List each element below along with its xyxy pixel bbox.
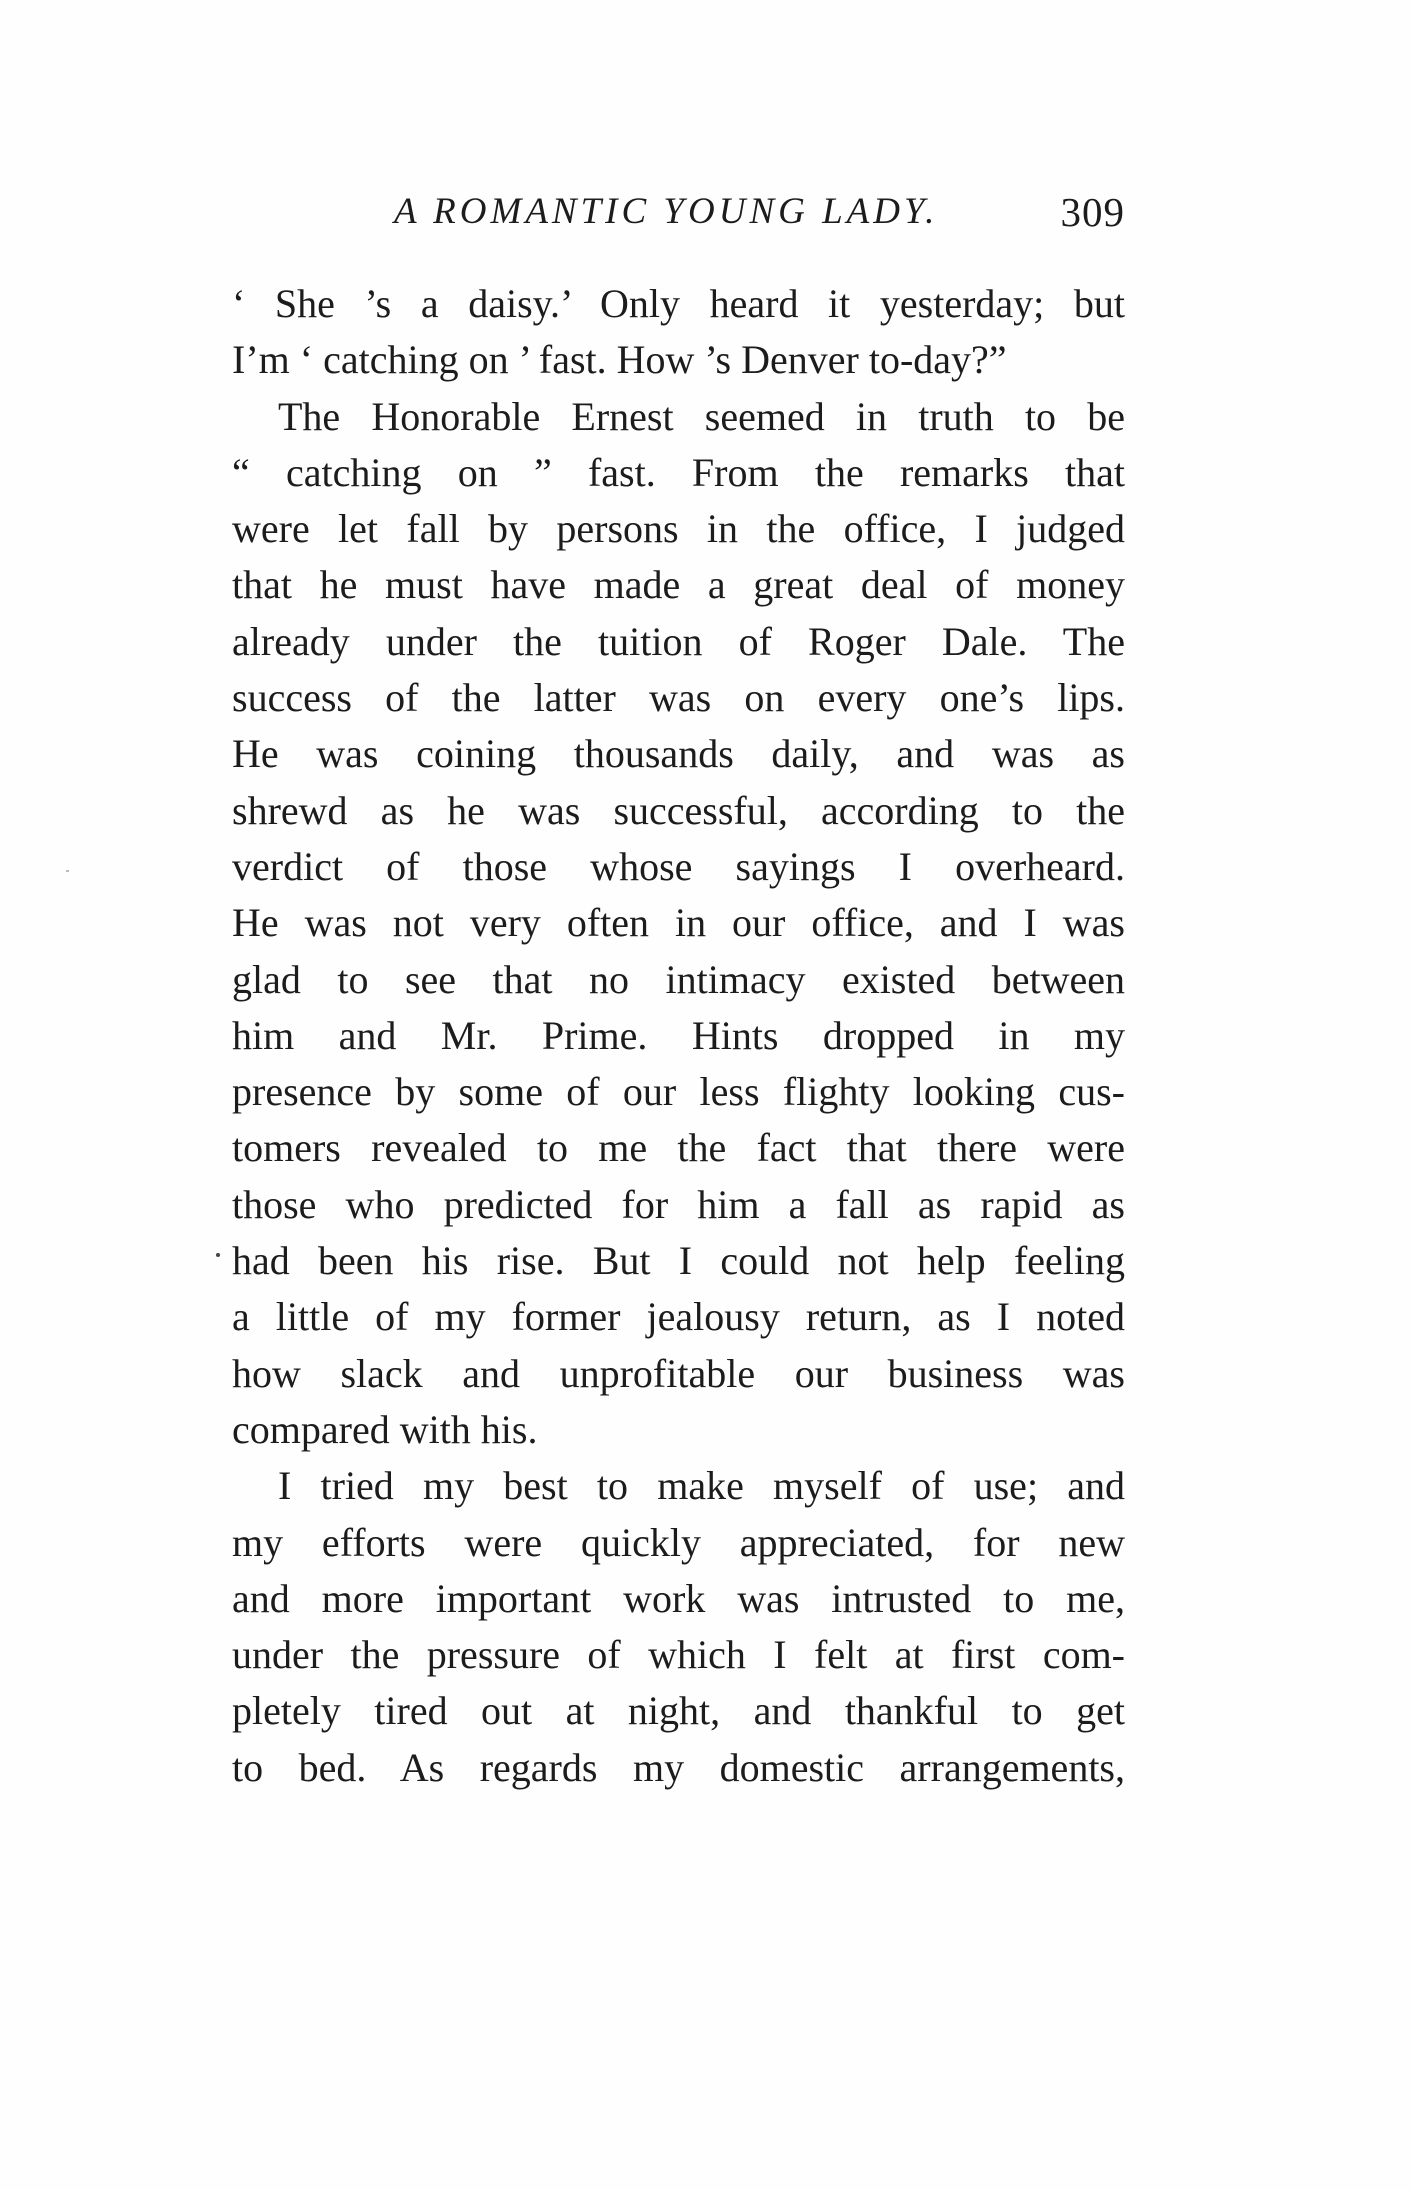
text-line: how slack and unprofitable our business was xyxy=(232,1350,1125,1396)
text-line: success of the latter was on every one’s lips. xyxy=(232,675,1125,721)
text-line: shrewd as he was successful, according to the xyxy=(232,787,1125,833)
margin-speck xyxy=(66,870,69,872)
text-line: ‘ She ’s a daisy.’ Only heard it yesterday; but xyxy=(232,281,1125,326)
text-line: verdict of those whose sayings I overheard. xyxy=(232,843,1125,889)
text-line: a little of my former jealousy return, as I noted xyxy=(232,1294,1125,1340)
text-line: my efforts were quickly appreciated, for new xyxy=(232,1519,1125,1565)
text-line: pletely tired out at night, and thankful to get xyxy=(232,1688,1125,1734)
text-line: compared with his. xyxy=(232,1406,538,1452)
paragraph-start-line: The Honorable Ernest seemed in truth to be xyxy=(278,393,1125,439)
body-text xyxy=(232,276,1125,1796)
running-title: A ROMANTIC YOUNG LADY. xyxy=(394,191,939,232)
text-line: “ catching on ” fast. From the remarks that xyxy=(232,449,1125,495)
text-line: I’m ‘ catching on ’ fast. How ’s Denver to-day?” xyxy=(232,337,1007,383)
text-line: to bed. As regards my domestic arrangements, xyxy=(232,1744,1125,1790)
text-line: had been his rise. But I could not help feeling xyxy=(232,1238,1125,1284)
paragraph-start-line: I tried my best to make myself of use; and xyxy=(278,1463,1125,1509)
text-line: under the pressure of which I felt at first com- xyxy=(232,1632,1125,1678)
text-line: those who predicted for him a fall as rapid as xyxy=(232,1181,1125,1227)
text-line: him and Mr. Prime. Hints dropped in my xyxy=(232,1012,1125,1058)
stray-ink-mark xyxy=(216,1253,220,1257)
page-header xyxy=(232,190,1125,240)
text-line: and more important work was intrusted to me, xyxy=(232,1575,1125,1621)
text-line: already under the tuition of Roger Dale. The xyxy=(232,618,1125,664)
text-line: glad to see that no intimacy existed between xyxy=(232,956,1125,1002)
text-line: He was not very often in our office, and I was xyxy=(232,900,1125,946)
text-line: He was coining thousands daily, and was as xyxy=(232,731,1125,777)
text-line: that he must have made a great deal of money xyxy=(232,562,1125,608)
page-number: 309 xyxy=(1060,189,1125,235)
text-line: tomers revealed to me the fact that there were xyxy=(232,1125,1125,1171)
text-line: presence by some of our less flighty looking cus- xyxy=(232,1069,1125,1115)
text-line: were let fall by persons in the office, I judged xyxy=(232,506,1125,552)
